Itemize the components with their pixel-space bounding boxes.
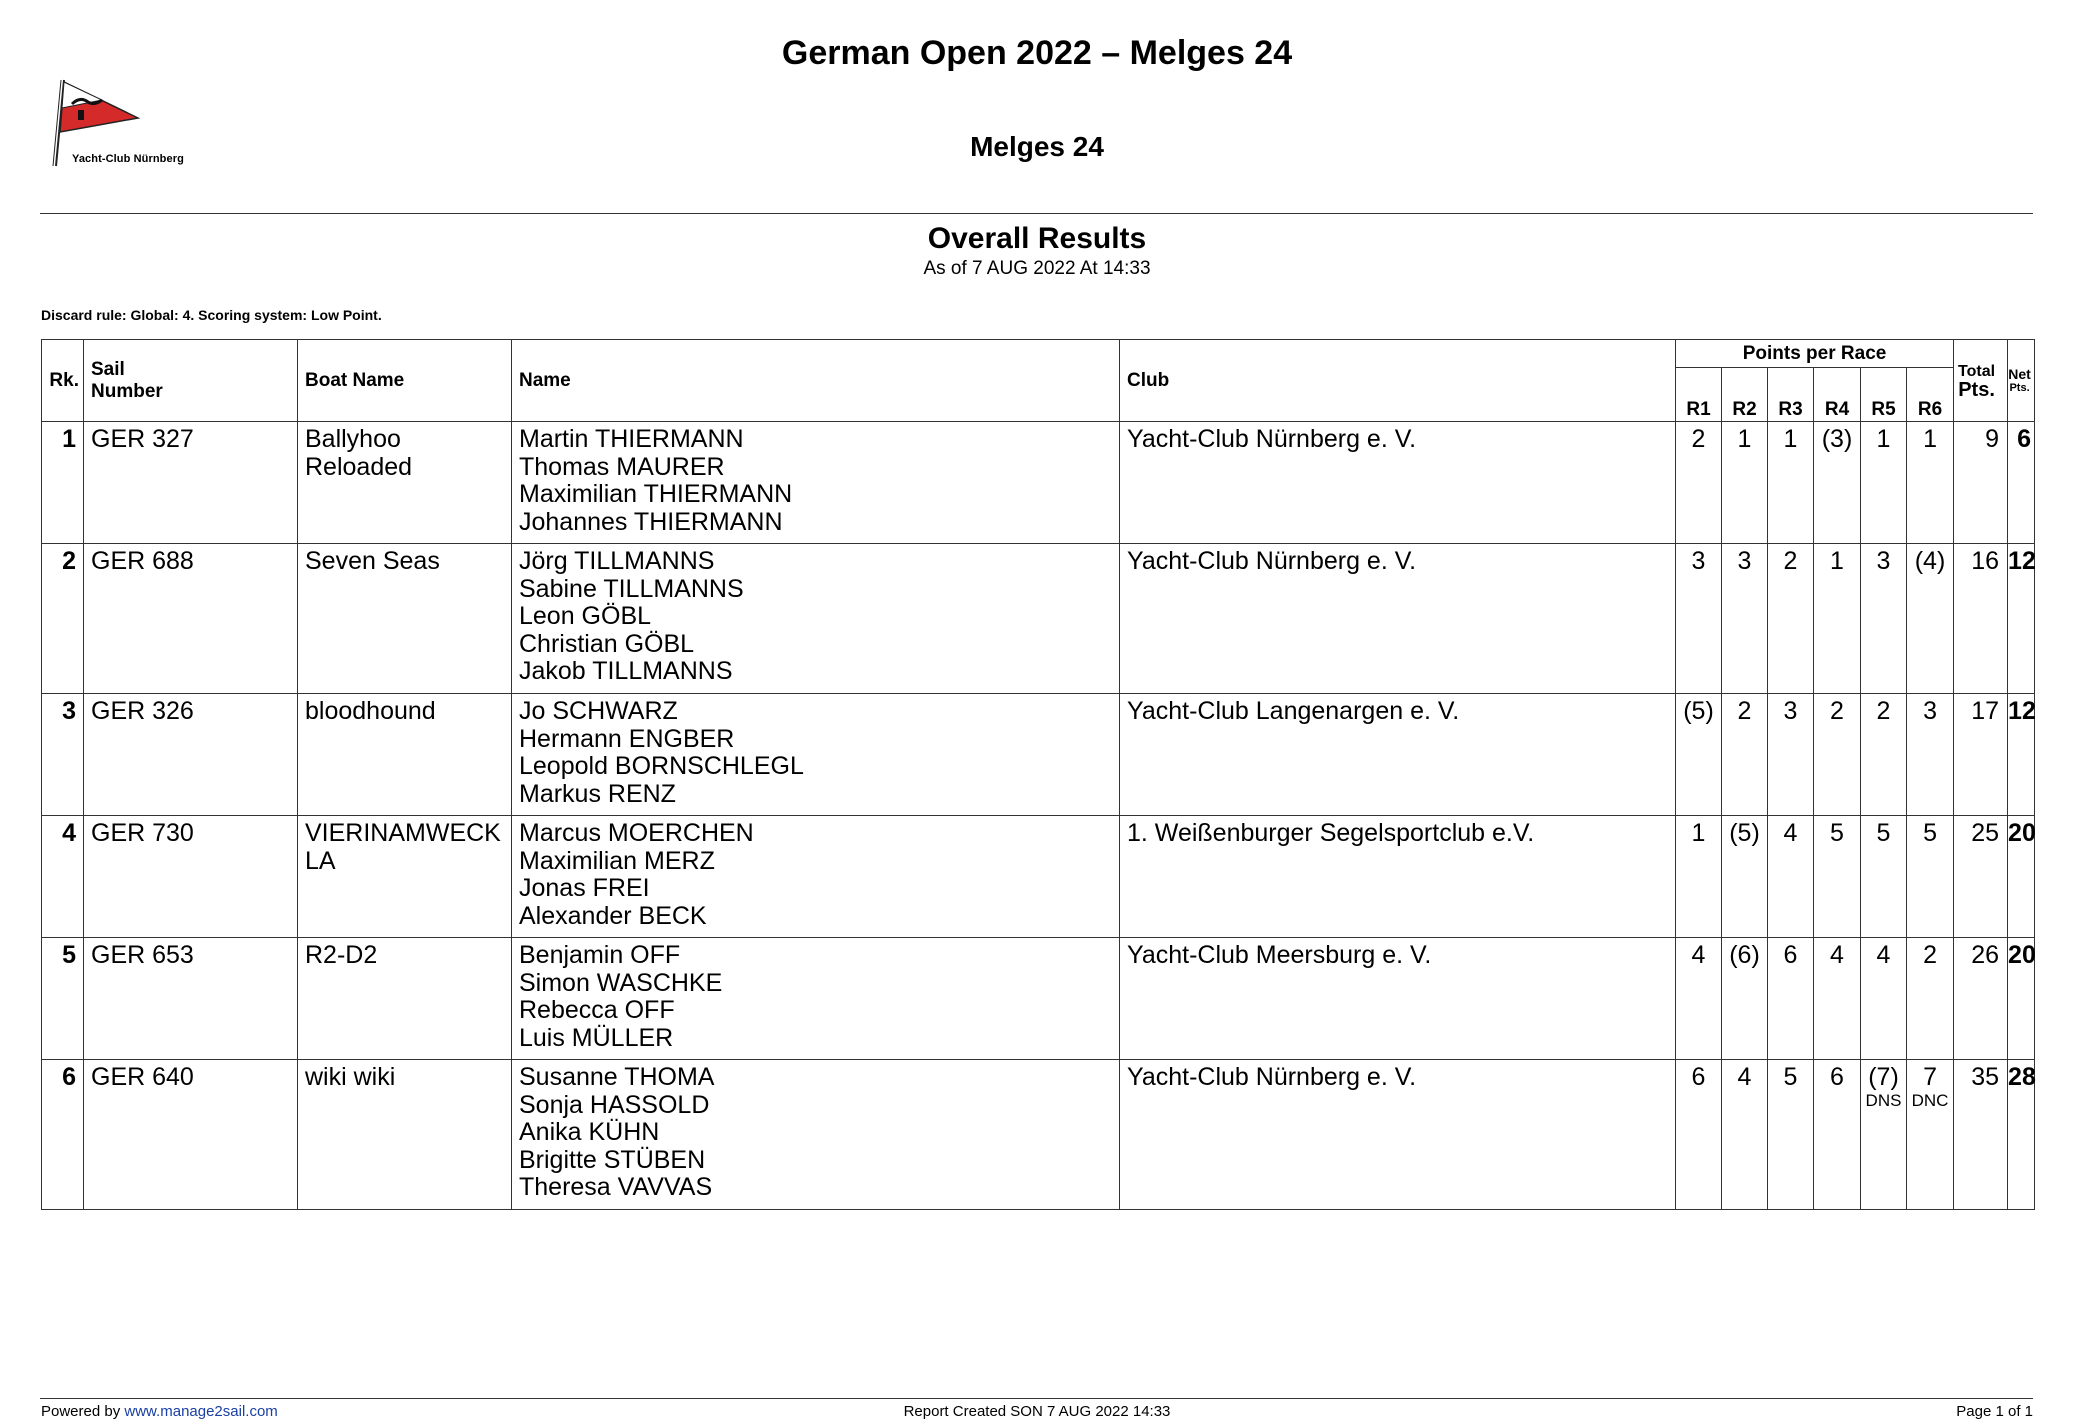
race-score-r1 — [1676, 1060, 1722, 1210]
race-score-value: 5 — [1876, 819, 1891, 847]
race-score-value: 1 — [1923, 425, 1937, 453]
race-score-value: 4 — [1737, 1063, 1752, 1091]
crew-member: Thomas MAURER — [519, 452, 725, 481]
race-score-value: 3 — [1923, 697, 1937, 725]
crew-member: Maximilian MERZ — [519, 846, 715, 875]
race-score-value: 2 — [1923, 941, 1937, 969]
total-points-cell: 9 — [1954, 422, 2008, 544]
club-cell: 1. Weißenburger Segelsportclub e.V. — [1120, 816, 1676, 938]
table-row — [42, 422, 2035, 544]
boat-name-line: R2-D2 — [305, 941, 378, 969]
boat-name-line: bloodhound — [305, 697, 436, 725]
race-score-r6 — [1907, 544, 1954, 694]
header-total-points: Total Pts. — [1954, 340, 2008, 422]
race-score-r3 — [1768, 938, 1814, 1060]
section-title: Overall Results — [927, 222, 1147, 255]
header-sail-number: Sail Number — [84, 340, 298, 422]
race-score-r6 — [1907, 1060, 1954, 1210]
race-score-value: 1 — [1830, 547, 1844, 575]
race-score-r4 — [1814, 694, 1861, 816]
race-score-r1 — [1676, 694, 1722, 816]
sail-number-cell: GER 327 — [84, 422, 298, 544]
crew-member: Johannes THIERMANN — [519, 507, 783, 536]
race-score-r1 — [1676, 938, 1722, 1060]
race-score-r5 — [1861, 1060, 1907, 1210]
race-score-value: 5 — [1783, 1063, 1798, 1091]
crew-member: Jo SCHWARZ — [519, 697, 678, 725]
race-score-r2 — [1722, 422, 1768, 544]
header-club: Club — [1120, 340, 1676, 422]
race-score-r4 — [1814, 544, 1861, 694]
total-points-cell: 35 — [1954, 1060, 2008, 1210]
net-points-cell: 12 — [2008, 694, 2035, 816]
race-score-r5 — [1861, 544, 1907, 694]
race-score-value: 3 — [1737, 547, 1752, 575]
club-cell: Yacht-Club Meersburg e. V. — [1120, 938, 1676, 1060]
header-race-r3: R3 — [1768, 368, 1814, 422]
crew-member: Theresa VAVVAS — [519, 1173, 713, 1201]
header-name: Name — [512, 340, 1120, 422]
crew-cell — [512, 694, 1120, 816]
crew-member: Jakob TILLMANNS — [519, 657, 733, 685]
boat-name-line: Reloaded — [305, 452, 413, 481]
race-score-value: 2 — [1783, 547, 1798, 575]
net-points-cell: 20 — [2008, 816, 2035, 938]
race-score-r2 — [1722, 938, 1768, 1060]
rank-cell: 4 — [42, 816, 84, 938]
race-score-value: 4 — [1691, 941, 1706, 969]
crew-cell — [512, 544, 1120, 694]
sail-number-cell: GER 640 — [84, 1060, 298, 1210]
race-score-value: (5) — [1683, 697, 1714, 725]
race-score-value: 1 — [1691, 819, 1706, 847]
crew-member: Jonas FREI — [519, 874, 650, 902]
race-score-r5 — [1861, 938, 1907, 1060]
race-score-r4 — [1814, 422, 1861, 544]
boat-name-line: Ballyhoo — [305, 425, 401, 453]
race-score-value: 4 — [1783, 819, 1798, 847]
race-score-value: 2 — [1876, 697, 1891, 725]
net-points-cell: 12 — [2008, 544, 2035, 694]
rank-cell: 2 — [42, 544, 84, 694]
crew-member: Sonja HASSOLD — [519, 1090, 710, 1119]
footer-report-created: Report Created SON 7 AUG 2022 14:33 — [903, 1403, 1171, 1420]
total-points-cell: 26 — [1954, 938, 2008, 1060]
race-score-value: 6 — [1783, 941, 1798, 969]
race-score-value: 2 — [1691, 425, 1706, 453]
crew-member: Martin THIERMANN — [519, 425, 744, 453]
header-race-r5: R5 — [1861, 368, 1907, 422]
race-score-value: 5 — [1923, 819, 1937, 847]
crew-member: Susanne THOMA — [519, 1063, 715, 1091]
race-score-value: 5 — [1830, 819, 1844, 847]
total-points-cell: 25 — [1954, 816, 2008, 938]
header-race-r6: R6 — [1907, 368, 1954, 422]
boat-name-line: LA — [305, 846, 336, 875]
race-score-value: (7) — [1868, 1063, 1899, 1091]
logo-text: Yacht-Club Nürnberg — [72, 153, 184, 165]
race-score-r2 — [1722, 1060, 1768, 1210]
results-table — [41, 339, 2035, 1210]
header-race-r4: R4 — [1814, 368, 1861, 422]
race-penalty-code: DNC — [1911, 1090, 1949, 1110]
race-score-r3 — [1768, 544, 1814, 694]
boat-name-cell — [298, 1060, 512, 1210]
club-cell: Yacht-Club Langenargen e. V. — [1120, 694, 1676, 816]
race-score-value: 3 — [1691, 547, 1706, 575]
crew-member: Marcus MOERCHEN — [519, 819, 754, 847]
results-body — [42, 422, 2035, 1210]
crew-member: Sabine TILLMANNS — [519, 574, 744, 603]
crew-cell — [512, 422, 1120, 544]
race-score-r4 — [1814, 816, 1861, 938]
race-score-value: 6 — [1830, 1063, 1844, 1091]
sail-number-cell: GER 688 — [84, 544, 298, 694]
boat-name-cell — [298, 422, 512, 544]
net-points-cell: 20 — [2008, 938, 2035, 1060]
crew-cell — [512, 816, 1120, 938]
crew-member: Brigitte STÜBEN — [519, 1145, 706, 1174]
table-row — [42, 816, 2035, 938]
race-score-r3 — [1768, 694, 1814, 816]
as-of-date: As of 7 AUG 2022 At 14:33 — [923, 258, 1151, 279]
race-score-r1 — [1676, 816, 1722, 938]
header-race-r1: R1 — [1676, 368, 1722, 422]
race-score-value: 6 — [1691, 1063, 1706, 1091]
race-score-value: (6) — [1729, 941, 1760, 969]
sail-number-cell: GER 326 — [84, 694, 298, 816]
header-divider — [40, 213, 2033, 214]
race-score-r4 — [1814, 938, 1861, 1060]
sail-number-cell: GER 730 — [84, 816, 298, 938]
boat-name-cell — [298, 544, 512, 694]
header-points-per-race: Points per Race — [1676, 340, 1954, 368]
race-score-r2 — [1722, 544, 1768, 694]
boat-name-line: wiki wiki — [305, 1063, 396, 1091]
race-score-r6 — [1907, 422, 1954, 544]
boat-name-cell — [298, 694, 512, 816]
header-rank: Rk. — [42, 340, 84, 422]
race-score-value: 3 — [1876, 547, 1891, 575]
race-score-value: (3) — [1821, 425, 1853, 453]
club-cell: Yacht-Club Nürnberg e. V. — [1120, 422, 1676, 544]
table-row — [42, 1060, 2035, 1210]
discard-rule: Discard rule: Global: 4. Scoring system: Low Point. — [41, 307, 382, 323]
table-row — [42, 938, 2035, 1060]
boat-name-cell — [298, 816, 512, 938]
header-race-r2: R2 — [1722, 368, 1768, 422]
crew-member: Benjamin OFF — [519, 941, 681, 969]
rank-cell: 3 — [42, 694, 84, 816]
race-score-value: 3 — [1783, 697, 1798, 725]
race-score-r2 — [1722, 694, 1768, 816]
race-score-r4 — [1814, 1060, 1861, 1210]
race-penalty-code: DNS — [1865, 1090, 1902, 1110]
footer-page-number: Page 1 of 1 — [1956, 1403, 2033, 1420]
race-score-value: 2 — [1830, 697, 1844, 725]
race-score-r2 — [1722, 816, 1768, 938]
race-score-value: (4) — [1914, 547, 1946, 575]
header-boat-name: Boat Name — [298, 340, 512, 422]
race-score-value: 7 — [1923, 1063, 1937, 1091]
race-score-r1 — [1676, 422, 1722, 544]
race-score-r1 — [1676, 544, 1722, 694]
race-score-r5 — [1861, 816, 1907, 938]
crew-member: Alexander BECK — [519, 901, 707, 930]
footer-divider — [40, 1398, 2033, 1399]
race-score-value: 1 — [1876, 425, 1891, 453]
crew-member: Markus RENZ — [519, 779, 676, 808]
race-score-value: 4 — [1830, 941, 1844, 969]
race-score-r3 — [1768, 816, 1814, 938]
race-score-value: 2 — [1737, 697, 1752, 725]
race-score-value: 1 — [1783, 425, 1798, 453]
table-row — [42, 544, 2035, 694]
total-points-cell: 17 — [1954, 694, 2008, 816]
race-score-r6 — [1907, 938, 1954, 1060]
total-points-cell: 16 — [1954, 544, 2008, 694]
page-subtitle: Melges 24 — [970, 131, 1104, 162]
crew-cell — [512, 938, 1120, 1060]
net-points-cell: 28 — [2008, 1060, 2035, 1210]
crew-member: Rebecca OFF — [519, 996, 675, 1024]
crew-member: Anika KÜHN — [519, 1118, 660, 1146]
table-row — [42, 694, 2035, 816]
race-score-value: 1 — [1737, 425, 1752, 453]
race-score-r5 — [1861, 422, 1907, 544]
crew-member: Simon WASCHKE — [519, 968, 723, 997]
race-score-value: 4 — [1876, 941, 1891, 969]
boat-name-cell — [298, 938, 512, 1060]
crew-cell — [512, 1060, 1120, 1210]
race-score-r3 — [1768, 1060, 1814, 1210]
manage2sail-link[interactable]: www.manage2sail.com — [124, 1403, 278, 1420]
race-score-value: (5) — [1729, 819, 1760, 847]
rank-cell: 6 — [42, 1060, 84, 1210]
page-title: German Open 2022 – Melges 24 — [781, 34, 1293, 72]
crew-member: Jörg TILLMANNS — [519, 547, 715, 575]
crew-member: Maximilian THIERMANN — [519, 480, 793, 508]
rank-cell: 1 — [42, 422, 84, 544]
crew-member: Luis MÜLLER — [519, 1023, 674, 1052]
race-score-r3 — [1768, 422, 1814, 544]
crew-member: Leopold BORNSCHLEGL — [519, 752, 804, 780]
club-cell: Yacht-Club Nürnberg e. V. — [1120, 544, 1676, 694]
footer-powered-by: Powered by www.manage2sail.com — [41, 1403, 278, 1420]
header-net-points: Net Pts. — [2008, 340, 2035, 422]
net-points-cell: 6 — [2008, 422, 2035, 544]
crew-member: Hermann ENGBER — [519, 724, 735, 753]
rank-cell: 5 — [42, 938, 84, 1060]
club-cell: Yacht-Club Nürnberg e. V. — [1120, 1060, 1676, 1210]
boat-name-line: Seven Seas — [305, 547, 440, 575]
race-score-r6 — [1907, 816, 1954, 938]
sail-number-cell: GER 653 — [84, 938, 298, 1060]
race-score-r5 — [1861, 694, 1907, 816]
crew-member: Leon GÖBL — [519, 602, 652, 630]
boat-name-line: VIERINAMWECK — [305, 819, 501, 847]
crew-member: Christian GÖBL — [519, 629, 695, 658]
race-score-r6 — [1907, 694, 1954, 816]
